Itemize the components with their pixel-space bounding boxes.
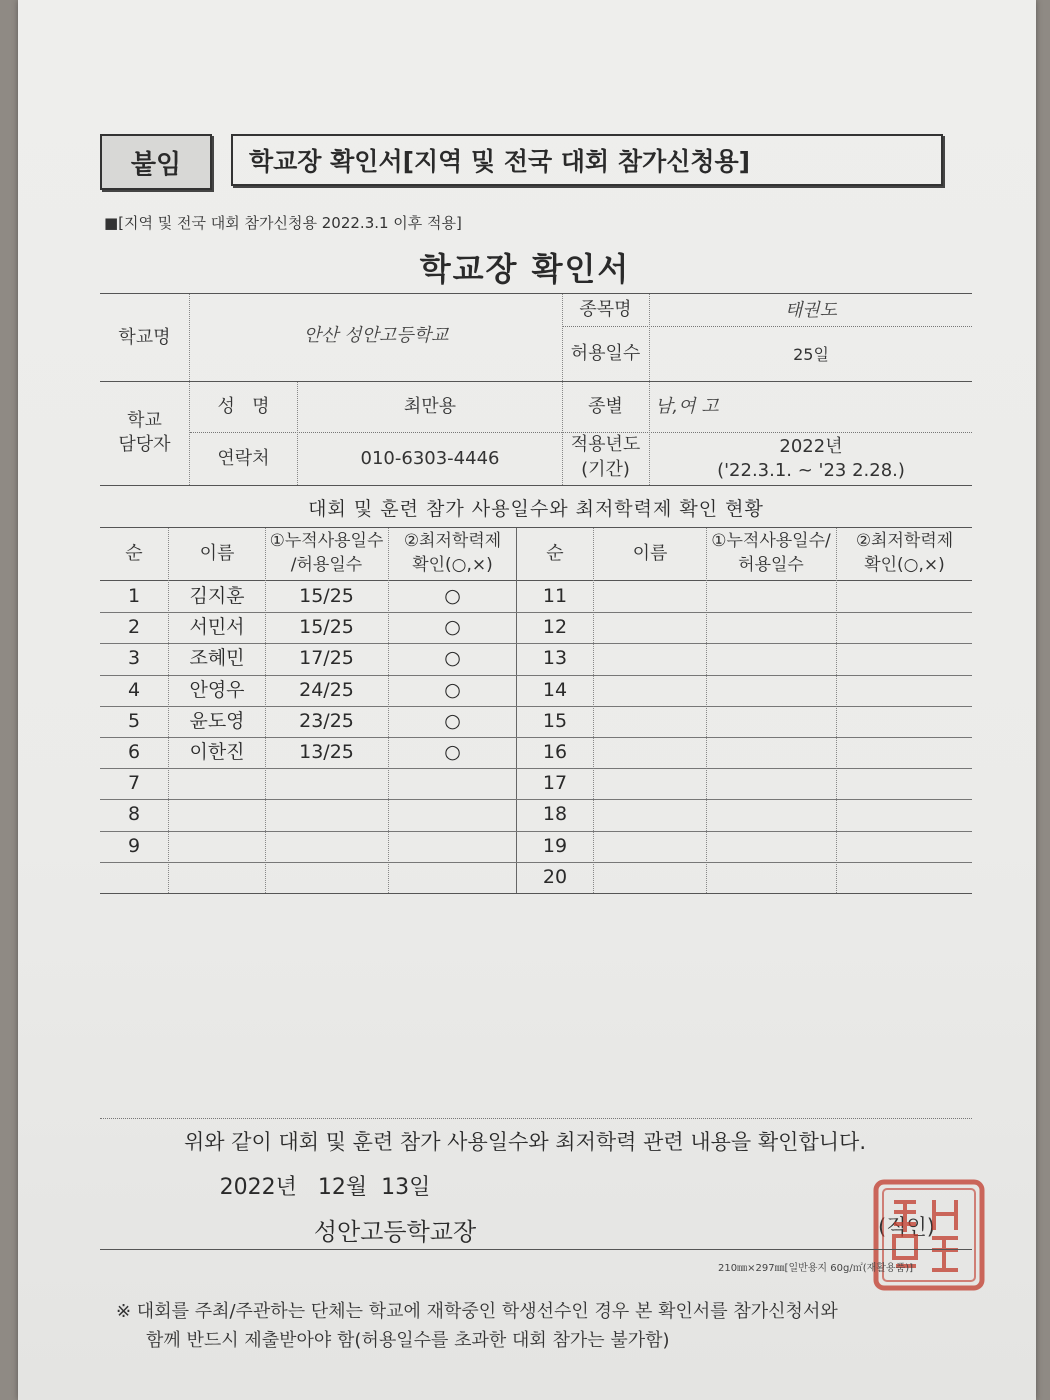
confirmation-date: 2022년 12월 13일 [219, 1175, 431, 1200]
allowed-days-value: 25일 [793, 345, 829, 364]
left-row-check-cell: ○ [444, 616, 461, 638]
right-row-no-cell: 16 [542, 741, 568, 763]
manager-label-line2: 담당자 [118, 434, 171, 455]
left-row-no-cell: 4 [127, 679, 141, 701]
info-bottom-border [100, 485, 972, 486]
year-value-line1: 2022년 [779, 436, 843, 457]
left-row-days-cell: 23/25 [299, 710, 354, 732]
confirmation-top-rule [100, 1118, 972, 1119]
left-row-days-cell: 15/25 [299, 616, 354, 638]
left-row-name-cell: 조혜민 [189, 647, 245, 669]
confirmation-statement: 위와 같이 대회 및 훈련 참가 사용일수와 최저학력 관련 내용을 확인합니다. [183, 1130, 866, 1154]
info-divider [562, 326, 972, 327]
info-top-border [100, 293, 972, 294]
header-days-right-line1: ①누적사용일수/ [711, 531, 831, 551]
header-no-right: 순 [546, 543, 564, 564]
section-title: 대회 및 훈련 참가 사용일수와 최저학력제 확인 현황 [308, 498, 764, 520]
left-row-check-cell: ○ [444, 710, 461, 732]
left-row-check-cell [389, 862, 516, 893]
left-row-check-cell: ○ [444, 585, 461, 607]
header-name-left: 이름 [199, 543, 235, 564]
school-value: 안산 성안고등학교 [303, 325, 449, 346]
left-row-no-cell: 5 [127, 710, 141, 732]
seal-label: (직인) [878, 1215, 935, 1239]
left-row-days-cell [265, 831, 388, 862]
left-row-days-cell: 15/25 [299, 585, 354, 607]
school-label: 학교명 [118, 327, 171, 348]
left-row-name-cell: 김지훈 [189, 585, 245, 607]
left-row-check-cell: ○ [444, 647, 461, 669]
left-row-no-cell: 1 [127, 585, 141, 607]
table-top-border [100, 527, 972, 528]
right-row-no-cell: 13 [542, 647, 568, 669]
right-row-no-cell: 17 [542, 772, 568, 794]
footnote-line1: ※ 대회를 주최/주관하는 단체는 학교에 재학중인 학생선수인 경우 본 확인서를 참가신청서와 [116, 1301, 838, 1322]
right-row-no-cell: 11 [542, 585, 568, 607]
left-row-check-cell [389, 768, 516, 799]
left-row-no-cell: 7 [127, 772, 141, 794]
attachment-tag: 붙임 [100, 134, 212, 190]
name-value: 최만용 [403, 396, 457, 417]
left-row-no-cell: 3 [127, 647, 141, 669]
header-check-left-line1: ②최저학력제 [403, 531, 502, 551]
right-row-no-cell: 20 [542, 866, 568, 888]
left-row-check-cell [389, 799, 516, 830]
header-days-right-line2: 허용일수 [738, 555, 804, 575]
header-no-left: 순 [125, 543, 143, 564]
left-row-check-cell: ○ [444, 741, 461, 763]
left-row-no-cell: 9 [127, 835, 141, 857]
form-title: 학교장 확인서 [419, 250, 631, 288]
left-row-days-cell: 13/25 [299, 741, 354, 763]
left-row-name-cell: 이한진 [189, 741, 245, 763]
left-row-name-cell [169, 862, 265, 893]
header-days-left-line2: /허용일수 [290, 555, 363, 575]
header-check-right-line2: 확인(○,×) [864, 555, 945, 575]
year-label-line1: 적용년도 [570, 434, 641, 455]
type-label: 종별 [588, 396, 623, 417]
left-row-check-cell [389, 831, 516, 862]
manager-label-line1: 학교 [127, 410, 162, 431]
year-label-line2: (기간) [581, 459, 630, 480]
left-row-days-cell: 17/25 [299, 647, 354, 669]
left-row-days-cell [265, 799, 388, 830]
event-label: 종목명 [579, 299, 632, 320]
info-divider [100, 381, 972, 382]
contact-label: 연락처 [217, 448, 270, 469]
official-seal-stamp [872, 1178, 986, 1292]
type-value: 남,여 고 [655, 396, 719, 417]
event-value: 태권도 [784, 300, 838, 321]
table-col-divider [706, 528, 707, 893]
right-row-no-cell: 14 [542, 679, 568, 701]
left-row-name-cell: 서민서 [189, 616, 245, 638]
footnote-line2: 함께 반드시 제출받아야 함(허용일수를 초과한 대회 참가는 불가함) [146, 1330, 670, 1351]
right-row-no-cell: 18 [542, 803, 568, 825]
name-label: 성 명 [217, 396, 270, 417]
left-row-name-cell: 윤도영 [189, 710, 245, 732]
left-row-name-cell [169, 831, 265, 862]
left-row-no-cell [100, 862, 168, 893]
left-row-name-cell [169, 799, 265, 830]
principal-signer: 성안고등학교장 [313, 1218, 477, 1246]
allowed-days-label: 허용일수 [570, 343, 641, 364]
footer-rule [100, 1249, 972, 1250]
header-title: 학교장 확인서[지역 및 전국 대회 참가신청용] [231, 134, 943, 186]
table-bottom-border [100, 893, 972, 894]
right-row-no-cell: 12 [542, 616, 568, 638]
header-days-left-line1: ①누적사용일수 [269, 531, 384, 551]
left-row-name-cell [169, 768, 265, 799]
header-check-right-line1: ②최저학력제 [855, 531, 954, 551]
right-row-no-cell: 15 [542, 710, 568, 732]
table-col-divider [836, 528, 837, 893]
header-note: ■[지역 및 전국 대회 참가신청용 2022.3.1 이후 적용] [104, 214, 462, 232]
left-row-no-cell: 8 [127, 803, 141, 825]
left-row-days-cell: 24/25 [299, 679, 354, 701]
table-col-divider [593, 528, 594, 893]
contact-value: 010-6303-4446 [360, 448, 500, 469]
year-value-line2: ('22.3.1. ~ '23 2.28.) [717, 460, 905, 481]
left-row-no-cell: 6 [127, 741, 141, 763]
header-name-right: 이름 [632, 543, 668, 564]
paper-spec: 210㎜×297㎜[일반용지 60g/㎡(재활용품)] [718, 1263, 914, 1274]
left-row-no-cell: 2 [127, 616, 141, 638]
header-check-left-line2: 확인(○,×) [412, 555, 493, 575]
left-row-name-cell: 안영우 [189, 679, 245, 701]
left-row-days-cell [265, 768, 388, 799]
left-row-check-cell: ○ [444, 679, 461, 701]
left-row-days-cell [265, 862, 388, 893]
info-divider [190, 432, 972, 433]
right-row-no-cell: 19 [542, 835, 568, 857]
